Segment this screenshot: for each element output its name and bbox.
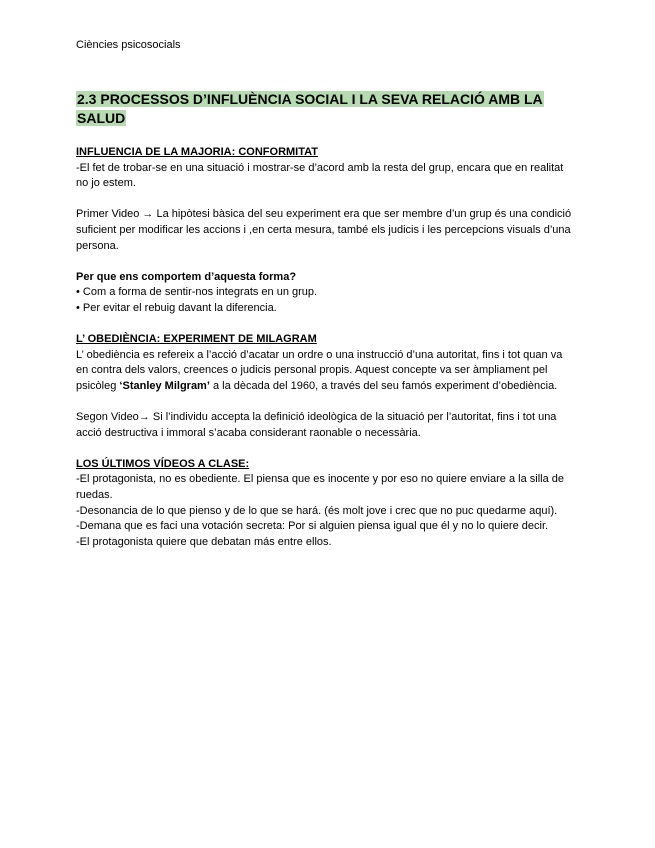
obediencia-paragraph [76, 348, 576, 395]
list-item: -El protagonista, no es obediente. El piensa que es inocente y por eso no quiere enviare a la silla de ruedas. [76, 473, 564, 502]
conformitat-definition: -El fet de trobar-se en una situació i mostrar-se d’acord amb la resta del grup, encara que en realitat no jo estem. [76, 161, 564, 190]
list-item: -El protagonista quiere que debatan más entre ellos. [76, 535, 332, 548]
list-item: -Demana que es faci una votación secreta: Por si alguien piensa igual que él y no lo quiere decir. [76, 520, 549, 533]
section-heading-ultimos-videos: LOS ÚLTIMOS VÍDEOS A CLASE: [76, 457, 250, 470]
spacer [76, 192, 576, 208]
milgram-name: ‘Stanley Milgram’ [119, 379, 210, 392]
question-line: Per que ens comportem d’aquesta forma? [76, 270, 297, 283]
section-heading-obediencia: L’ OBEDIÈNCIA: EXPERIMENT DE MILAGRAM [76, 333, 317, 346]
document-title [76, 90, 574, 128]
spacer [76, 395, 576, 411]
bullet-item: • Per evitar el rebuig davant la diferencia. [76, 301, 277, 314]
list-item: -Desonancia de lo que pienso y de lo que se hará. (és molt jove i crec que no puc quedarme aquí). [76, 504, 558, 517]
second-video-paragraph: Segon Video→ Si l’individu accepta la definició ideològica de la situació per l’autoritat, fins i tot una acció destructiva i immoral s’acaba considerant raonable o necessària. [76, 411, 557, 439]
spacer [76, 254, 576, 270]
document-body [76, 145, 576, 550]
first-video-paragraph: Primer Video → La hipòtesi bàsica del seu experiment era que ser membre d’un grup és una condició suficient per modificar les accions i ,en certa mesura, també els judicis i les percepcions visuals d’una persona. [76, 208, 572, 252]
obediencia-text-part2: a la dècada del 1960, a través del seu famós experiment d’obediència. [209, 379, 558, 392]
spacer [76, 441, 576, 457]
bullet-item: • Com a forma de sentir-nos integrats en un grup. [76, 286, 318, 299]
document-title-text: 2.3 PROCESSOS D’INFLUÈNCIA SOCIAL I LA SEVA RELACIÓ AMB LA SALUD [77, 91, 543, 126]
page-header-label: Ciències psicosocials [76, 39, 181, 51]
obediencia-text-part1: L’ obediència es refereix a l’acció d’acatar un ordre o una instrucció d’una autoritat, fins i tot quan va en contra dels valors, creences o judicis personal propis. Aquest concepte va ser àmpliament pel psicòleg [76, 348, 563, 392]
spacer [76, 317, 576, 333]
section-heading-conformitat: INFLUENCIA DE LA MAJORIA: CONFORMITAT [76, 146, 318, 158]
